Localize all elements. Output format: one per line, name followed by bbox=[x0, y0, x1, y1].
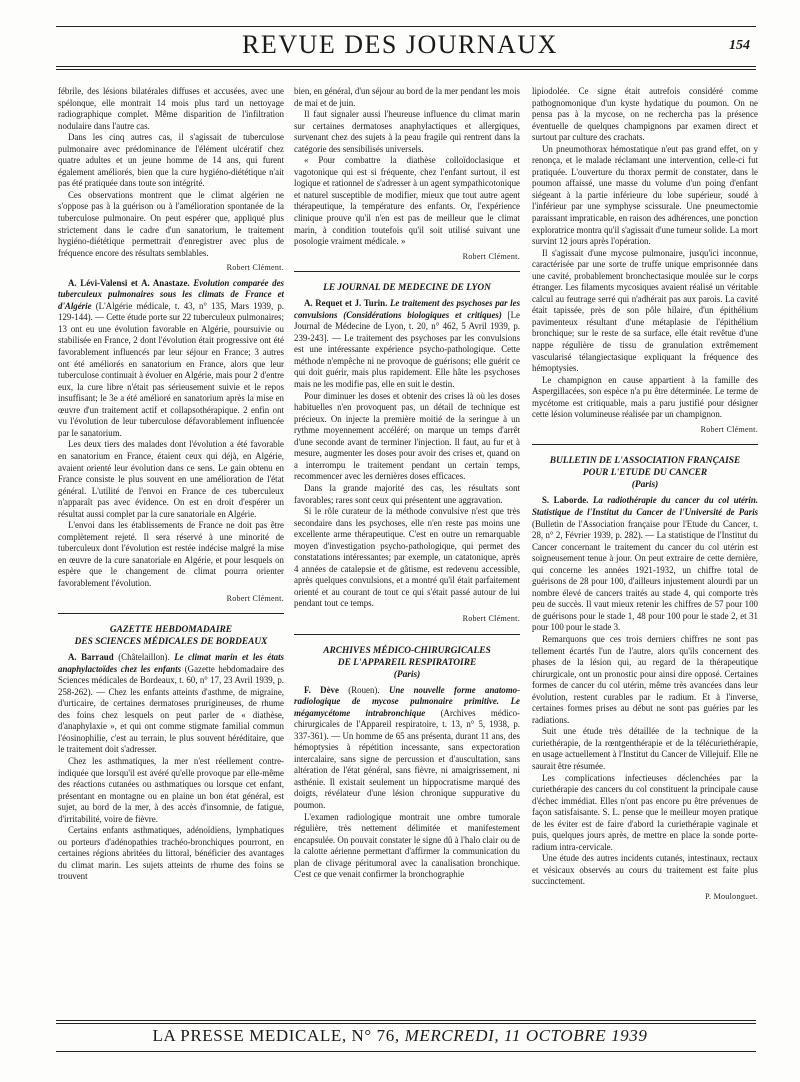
article-abstract bbox=[532, 495, 758, 634]
journal-city: (Paris) bbox=[393, 669, 421, 680]
footer-rule-top bbox=[56, 1020, 756, 1021]
article-abstract bbox=[58, 652, 284, 756]
section-rule bbox=[58, 613, 284, 614]
article-title: Evolution comparée des tuberculeux pulmonaires sous les climats de France et d'Algérie bbox=[58, 277, 284, 311]
paragraph: Le champignon en cause appartient à la famille des Aspergillacées, son espèce n'a pu être déterminée. Le terme de mycétome est critiquable, mais a paru justifié pour désigner cette lésion volumineuse réalisée par un champignon. bbox=[532, 374, 758, 420]
page-title: REVUE DES JOURNAUX bbox=[242, 30, 558, 59]
article-text: (Bulletin de l'Association française pour l'Etude du Cancer, t. 28, n° 2, Février 1939, p. 282). — La statistique de l'Institut du Cancer concernant le traitement du cancer du col utérin est soigneusement tenue à jour. On peut extraire de cette dernière, qui concerne les années 1921-1932, un chiffre total de guérisons de 28 pour 100, d'ailleurs injustement alourdi par un nombre élevé de cancers traités au stade 4, qui comporte très peu de succès. Il vaut mieux retenir les chiffres de 57 pour 100 de guérisons pour le stade 1, 48 pour 100 pour le stade 2, et 31 pour 100 pour le stade 3. bbox=[532, 518, 758, 633]
paragraph: Dans les cinq autres cas, il s'agissait de tuberculose pulmonaire avec prédominance de l'élément ulcératif chez quatre adultes et un jeune homme de 14 ans, qui furent également améliorés, bien que la cure hygiéno-diététique n'ait pas été pratiquée dans toute son intégrité. bbox=[58, 132, 284, 189]
article-author: F. Dève bbox=[304, 684, 339, 695]
journal-name-line2: DES SCIENCES MÉDICALES DE BORDEAUX bbox=[74, 637, 268, 648]
section-rule bbox=[294, 634, 520, 635]
footer-journal: LA PRESSE MEDICALE, N° 76, bbox=[152, 1026, 400, 1045]
article-location: (Châtelaillon). bbox=[118, 652, 170, 663]
journal-name-line2: POUR L'ETUDE DU CANCER bbox=[582, 468, 708, 479]
header-rule-bottom-2 bbox=[56, 69, 756, 70]
article-text: [Le Journal de Médecine de Lyon, t. 20, n° 462, 5 Avril 1939, p. 239-243]. — Le traitement des psychoses par les convulsions est une intéressante expérience psycho-pathologique. Cette méthode n'empêche ni ne provoque de guérisons; elle guérit ce qui doit guérir, mais plus rapidement. Elle hâte les psychoses mais ne les modifie pas, elle en suit le destin. bbox=[294, 309, 520, 390]
page-footer bbox=[0, 1026, 800, 1046]
paragraph: Les deux tiers des malades dont l'évolution a été favorable en sanatorium en France, étaient ceux qui déjà, en Algérie, avaient orienté leur évolution dans ce sens. Le gain obtenu en France consiste le plus souvent en une amélioration de l'état général. L'utilité de l'envoi en France de ces tuberculeux n'apparaît pas avec évidence. On est en droit d'espérer un résultat aussi complet par la cure sanatoriale en Algérie. bbox=[58, 439, 284, 519]
article-title: Le traitement des psychoses par les convulsions (Considérations biologiques et critiques) bbox=[294, 298, 520, 320]
article-abstract bbox=[294, 685, 520, 812]
journal-heading bbox=[294, 645, 520, 681]
article-title: Le climat marin et les états anaphylactoïdes chez les enfants bbox=[58, 652, 284, 674]
signature: P. Moulonguet. bbox=[705, 892, 758, 901]
paragraph: Dans la grande majorité des cas, les résultats sont favorables; rares sont ceux qui présentent une aggravation. bbox=[294, 482, 520, 505]
article-text: (Archives médico-chirurgicales de l'Appareil respiratoire, t. 13, n° 5, 1938, p. 337-361). — Un homme de 65 ans présenta, durant 11 ans, des hémoptysies à répétition incessante, sans expectoration intercalaire, sans signe de percussion et d'auscultation, sans altération de l'état général, sans fièvre, ni amaigrissement, ni asthénie. Il existait seulement un hippocratisme marqué des doigts, révélateur d'une lésion chronique suppurative du poumon. bbox=[294, 707, 520, 810]
paragraph: Une étude des autres incidents cutanés, intestinaux, rectaux et vésicaux observés au cours du traitement est faite plus succinctement. bbox=[532, 853, 758, 887]
article-abstract bbox=[58, 278, 284, 440]
footer-date: MERCREDI, 11 OCTOBRE 1939 bbox=[404, 1026, 648, 1045]
footer-rule-top-2 bbox=[56, 1023, 756, 1024]
article-author: S. Laborde. bbox=[542, 495, 589, 506]
paragraph: fébrile, des lésions bilatérales diffuses et accusées, avec une spélonque, elle montrait 14 mois plus tard un nettoyage radiographique complet. Même disparition de l'infiltration nodulaire dans l'autre cas. bbox=[58, 86, 284, 131]
paragraph: Certains enfants asthmatiques, adénoïdiens, lymphatiques ou porteurs d'adénopathies trachéo-bronchiques pourront, en certaines régions abritées du littoral, bénéficier des avantages du climat marin. Les sujets atteints de rhume des foins se trouvent bbox=[58, 825, 284, 882]
header-rule-top bbox=[56, 26, 756, 27]
section-rule bbox=[294, 271, 520, 272]
column-3 bbox=[532, 86, 758, 1014]
article-author: A. Requet et J. Turin. bbox=[304, 298, 388, 309]
paragraph: Il s'agissait d'une mycose pulmonaire, jusqu'ici inconnue, caractérisée par une sorte de truffe unique emprisonnée dans une cavité, probablement bronchectasique moulée sur le corps étranger. Les filaments mycosiques avaient réalisé un véritable calcul au feutrage serré qui n'adhérait pas aux parois. La cavité était tapissée, près de son pôle hilaire, d'un épithélium pavimenteux résultant d'une métaplasie de l'épithélium bronchique; sur le reste de sa surface, elle était revêtue d'une nappe régulière de tissu de granulation extrêmement vascularisé télangiectasique expliquant la fréquence des hémoptysies. bbox=[532, 247, 758, 374]
journal-name: GAZETTE HEBDOMADAIRE bbox=[109, 625, 233, 636]
paragraph: lipiodolée. Ce signe était autrefois considéré comme pathognomonique d'un kyste hydatique du poumon. On ne pensa pas à la mycose, on ne rechercha pas la présence éventuelle de quelques champignons par examen direct et surtout par culture des crachats. bbox=[532, 86, 758, 143]
journal-heading bbox=[58, 624, 284, 648]
journal-city: (Paris) bbox=[631, 480, 659, 491]
signature: Robert Clément. bbox=[700, 424, 758, 434]
journal-name: LE JOURNAL DE MEDECINE DE LYON bbox=[323, 283, 491, 294]
article-location: (Rouen). bbox=[348, 684, 380, 695]
article-text: (Gazette hebdomadaire des Sciences médicales de Bordeaux, t. 60, n° 17, 23 Avril 1939, p. 258-262). — Chez les enfants atteints d'asthme, de migraine, d'urticaire, de certaines dermatoses prurigineuses, de rhume des foins chez lesquels on peut parler de « diathèse, d'anaphylaxie », et qui ont comme stigmate familial commun l'éosinophilie, c'est au terrain, le plus souvent héréditaire, que le traitement doit s'adresser. bbox=[58, 663, 284, 755]
column-1 bbox=[58, 86, 284, 1014]
header-rule-bottom bbox=[56, 66, 756, 67]
paragraph: bien, en général, d'un séjour au bord de la mer pendant les mois de mai et de juin. bbox=[294, 86, 520, 108]
signature: Robert Clément. bbox=[462, 613, 520, 623]
journal-name-line2: DE L'APPAREIL RESPIRATOIRE bbox=[337, 657, 477, 668]
article-text: (L'Algérie médicale, t. 43, n° 135, Mars 1939, p. 129-144). — Cette étude porte sur 22 tuberculeux pulmonaires; 13 ont eu une évolution favorable en Algérie, poursuivie ou stabilisée en France, 2 dont l'évolution était progressive ont été favorablement influencés par leur séjour en France; 3 autres ont été améliorés en sanatorium en France, alors que leur tuberculose continuait à évoluer en Algérie, mais pour 2 d'entre eux, la cure libre n'était pas sérieusement suivie et le repos insuffisant; le 3e a été amélioré en sanatorium après la mise en œuvre d'un traitement actif et collapsothérapique. 2 enfin ont vu l'évolution de leur tuberculose défavorablement influencée par le sanatorium. bbox=[58, 300, 284, 438]
paragraph: Les complications infectieuses déclenchées par la curiethérapie des cancers du col constituent la principale cause d'échec immédiat. Elles n'ont pas encore pu être prévenues de façon satisfaisante. S. L. pense que le meilleur moyen pratique de les éviter est de faire d'abord la curiethérapie vaginale et puis, quelques jours après, de mettre en place la sonde porte-radium intra-cervicale. bbox=[532, 772, 758, 852]
paragraph: L'examen radiologique montrait une ombre tumorale régulière, très nettement délimitée et manifestement encapsulée. On pouvait constater le signe dû à l'halo clair ou de la calotte aérienne permettant d'affirmer la communication du plan de clivage péritumoral avec la canalisation bronchique. C'est ce que venait confirmer la bronchographie bbox=[294, 811, 520, 880]
article-columns bbox=[58, 86, 758, 1014]
article-title: Une nouvelle forme anatomo-radiologique de mycose pulmonaire primitive. Le mégamycétome intrabronchique bbox=[294, 684, 520, 718]
footer-rule-bottom bbox=[56, 1051, 756, 1052]
signature: Robert Clément. bbox=[226, 263, 284, 273]
paragraph: Suit une étude très détaillée de la technique de la curiethérapie, de la rœntgenthérapie et de la télécuriethérapie, en usage actuellement à l'Institut du Cancer de Villejuif. Elle ne saurait être résumée. bbox=[532, 726, 758, 771]
paragraph: Remarquons que ces trois derniers chiffres ne sont pas tellement écartés l'un de l'autre, alors qu'ils concernent des phases de la lésion qui, au regard de la thérapeutique chirurgicale, ont un pronostic pour ainsi dire opposé. Certaines formes de cancer du col utérin, même très avancées dans leur évolution, restent curables par le radium. Et à l'inverse, certaines formes prises au début ne sont pas guéries par les radiations. bbox=[532, 633, 758, 725]
journal-heading bbox=[532, 455, 758, 491]
article-author: A. Lévi-Valensi et A. Anastaze. bbox=[68, 277, 190, 288]
journal-heading bbox=[294, 282, 520, 294]
paragraph: L'envoi dans les établissements de France ne doit pas être complètement rejeté. Il sera réservé à une minorité de tuberculeux dont l'évolution est restée indécise malgré la mise en œuvre de la cure sanatoriale en Algérie, et pour lesquels on espère que le changement de climat pourra orienter favorablement l'évolution. bbox=[58, 520, 284, 588]
journal-name: ARCHIVES MÉDICO-CHIRURGICALES bbox=[323, 645, 491, 656]
signature: Robert Clément. bbox=[226, 593, 284, 603]
paragraph: « Pour combattre la diathèse colloïdoclasique et vagotonique qui est si fréquente, chez l'enfant surtout, il est logique et rationnel de s'adresser à un agent sympathicotonique et naturel susceptible de modifier, mieux que tout autre agent thérapeutique, la température des enfants. Or, l'expérience clinique prouve qu'il n'en est pas de meilleur que le climat marin, à condition toutefois qu'il soit utilisé suivant une posologie vraiment médicale. » bbox=[294, 155, 520, 247]
paragraph: Il faut signaler aussi l'heureuse influence du climat marin sur certaines dermatoses anaphylactiques et allergiques, survenant chez des sujets à la peau fragile qui rentrent dans la catégorie des sensibilisés universels. bbox=[294, 109, 520, 154]
article-abstract bbox=[294, 298, 520, 390]
article-title: La radiothérapie du cancer du col utérin. Statistique de l'Institut du Cancer de l'Université de Paris bbox=[532, 495, 758, 517]
page-number: 154 bbox=[729, 38, 750, 53]
paragraph: Si le rôle curateur de la méthode convulsive n'est que très secondaire dans les psychoses, elle n'en reste pas moins une excellente arme thérapeutique. C'est en outre un remarquable moyen d'investigation psycho-pathologique, qui permet des constatations intéressantes; par exemple, un catatonique, après 4 années de catalepsie et de gâtisme, est redevenu accessible, après quelques convulsions, et a montré qu'il était parfaitement orienté et au courant de tout ce qui s'était passé autour de lui pendant tout ce temps. bbox=[294, 506, 520, 609]
section-rule bbox=[532, 444, 758, 445]
paragraph: Un pneumothorax hémostatique n'eut pas grand effet, on y renonça, et le malade réclamant une intervention, celle-ci fut pratiquée. L'ouverture du thorax permit de constater, dans le poumon affaissé, une masse du volume d'un poing d'enfant siégeant à la partie inférieure du lobe supérieur, soudé à l'inférieur par une symphyse scissurale. Une pneumectomie paraissant impraticable, en raison des adhérences, une ponction exploratrice montra qu'il s'agissait d'une tumeur solide. La mort survint 12 jours après l'opération. bbox=[532, 143, 758, 247]
journal-name: BULLETIN DE L'ASSOCIATION FRANÇAISE bbox=[549, 456, 741, 467]
paragraph: Ces observations montrent que le climat algérien ne s'oppose pas à la guérison ou à l'amélioration spontanée de la tuberculose pulmonaire. On peut espérer que, appliqué plus strictement dans le cadre d'un sanatorium, le traitement hygiéno-diététique permettrait d'enregistrer avec plus de fréquence encore des résultats semblables. bbox=[58, 189, 284, 258]
signature: Robert Clément. bbox=[462, 251, 520, 261]
article-author: A. Barraud bbox=[68, 652, 114, 663]
paragraph: Pour diminuer les doses et obtenir des crises là où les doses habituelles n'en provoquent pas, un détail de technique est précieux. On injecte la première moitié de la seringue à un rythme moyennement accéléré; on marque un temps d'arrêt d'une seconde avant de terminer l'injection. Il faut, au fur et à mesure, augmenter les doses pour avoir des crises et, quand on a interrompu le traitement pendant un certain temps, recommencer avec les dernières doses efficaces. bbox=[294, 390, 520, 482]
paragraph: Chez les asthmatiques, la mer n'est réellement contre-indiquée que lorsqu'il est avéré qu'elle provoque par elle-même des réactions cutanées ou asthmatiques ou lorsque cet enfant, présentant en montagne ou en plaine un bon état général, est sujet, au bord de la mer, à des accès d'insomnie, de fatigue, d'irritabilité, voire de fièvre. bbox=[58, 755, 284, 824]
column-2 bbox=[294, 86, 520, 1014]
